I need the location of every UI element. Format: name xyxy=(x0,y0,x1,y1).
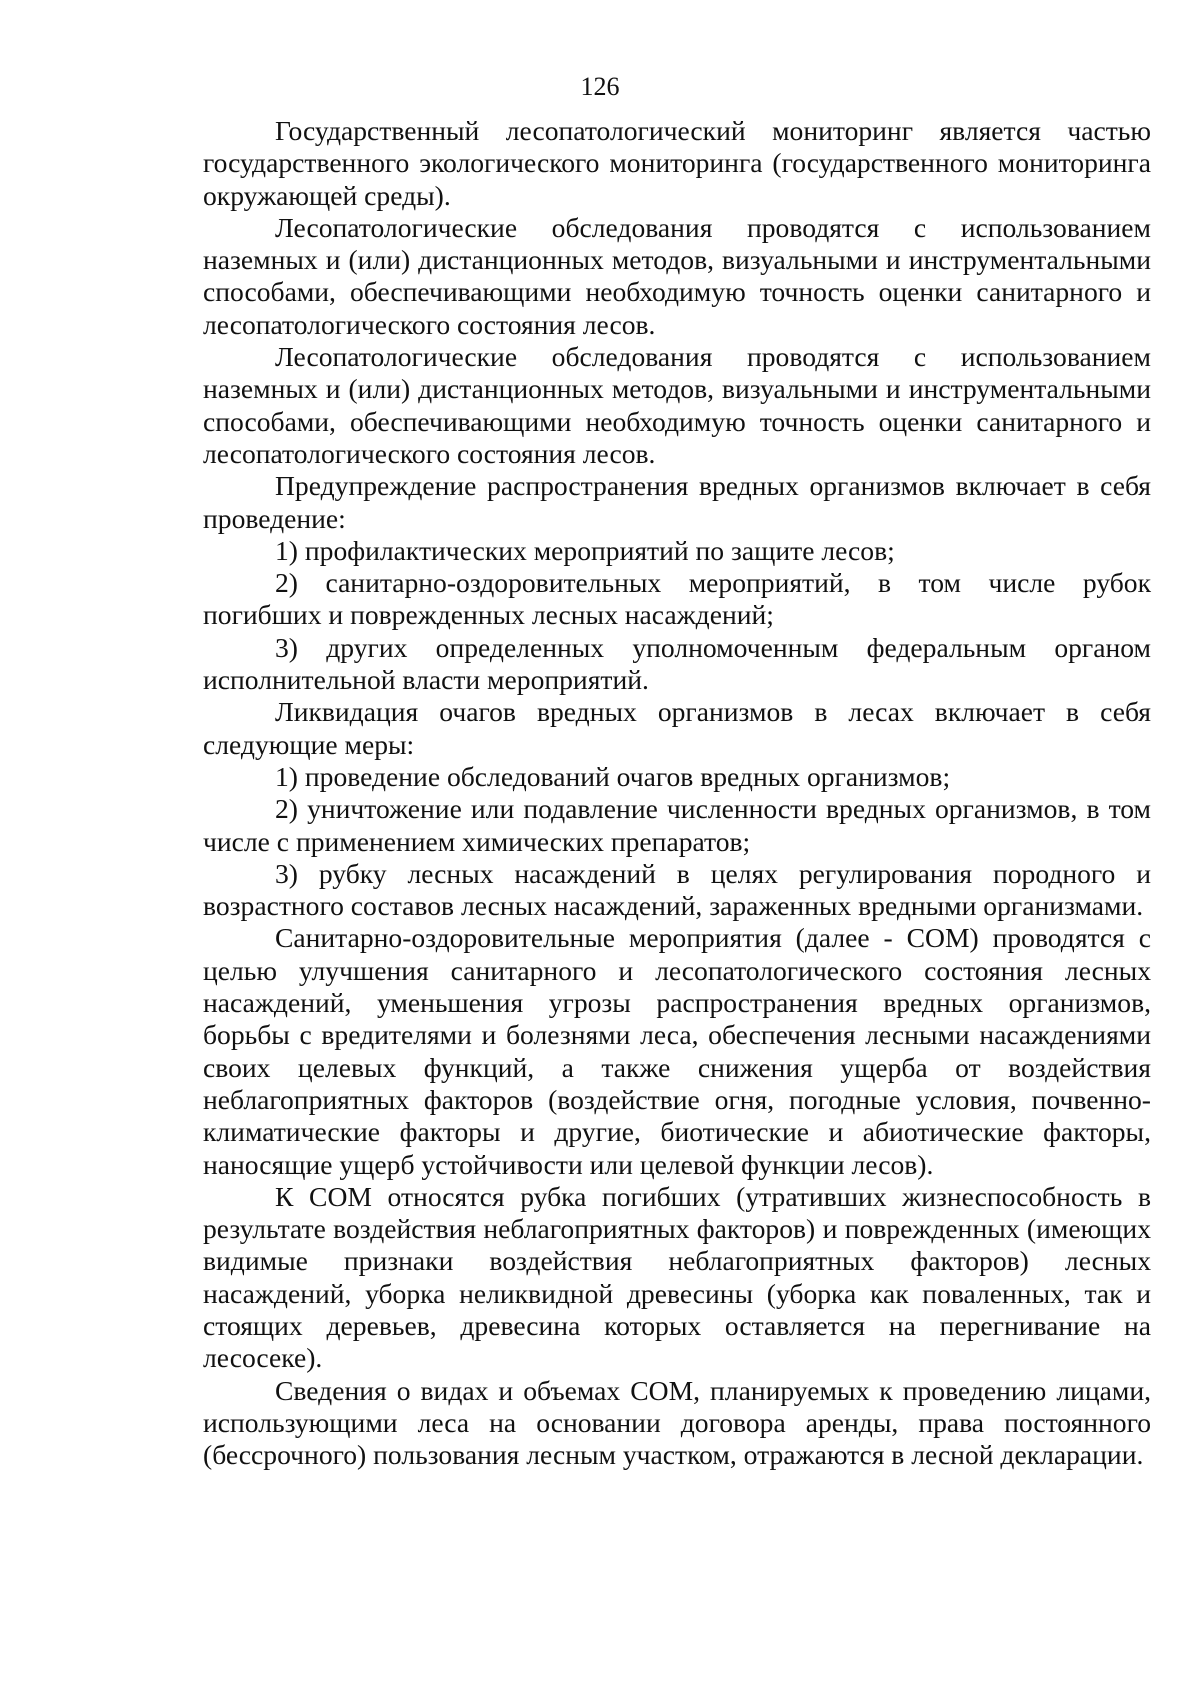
list-item-liquidation-2: 2) уничтожение или подавление численности вредных организмов, в том числе с применением химических препаратов; xyxy=(203,793,1151,857)
list-item-prevention-1: 1) профилактических мероприятий по защите лесов; xyxy=(275,534,895,566)
list-item-prevention-3: 3) других определенных уполномоченным федеральным органом исполнительной власти мероприятий. xyxy=(203,631,1151,696)
paragraph-som-definition: Санитарно-оздоровительные мероприятия (далее - СОМ) проводятся с целью улучшения санитарного и лесопатологического состояния лесных насаждений, уменьшения угрозы распространения вредных организмов, борьбы с вредителями и болезнями леса, обеспечения лесными насаждениями своих целевых функций, а также снижения ущерба от воздействия неблагоприятных факторов (воздействие огня, погодные условия, почвенно-климатические факторы и другие, биотические и абиотические факторы, наносящие ущерб устойчивости или целевой функции лесов). xyxy=(203,922,1151,1180)
list-item-liquidation-1: 1) проведение обследований очагов вредных организмов; xyxy=(275,760,951,792)
page-number: 126 xyxy=(580,72,620,101)
paragraph-prevention-intro: Предупреждение распространения вредных организмов включает в себя проведение: xyxy=(203,470,1151,534)
paragraph-liquidation-intro: Ликвидация очагов вредных организмов в лесах включает в себя следующие меры: xyxy=(203,696,1151,760)
list-item-liquidation-3: 3) рубку лесных насаждений в целях регулирования породного и возрастного составов лесных насаждений, зараженных вредными организмами. xyxy=(203,857,1151,922)
paragraph-surveys: Лесопатологические обследования проводятся с использованием наземных и (или) дистанционных методов, визуальными и инструментальными способами, обеспечивающими необходимую точность оценки санитарного и лесопатологического состояния лесов. xyxy=(203,211,1151,340)
paragraph-monitoring: Государственный лесопатологический мониторинг является частью государственного экологического мониторинга (государственного мониторинга окружающей среды). xyxy=(203,115,1151,211)
body-text xyxy=(203,115,1151,1471)
paragraph-som-types: К СОМ относятся рубка погибших (утративших жизнеспособность в результате воздействия неблагоприятных факторов) и поврежденных (имеющих видимые признаки воздействия неблагоприятных факторов) лесных насаждений, уборка неликвидной древесины (уборка как поваленных, так и стоящих деревьев, древесина которых оставляется на перегнивание на лесосеке). xyxy=(203,1180,1151,1374)
paragraph-surveys-repeat: Лесопатологические обследования проводятся с использованием наземных и (или) дистанционных методов, визуальными и инструментальными способами, обеспечивающими необходимую точность оценки санитарного и лесопатологического состояния лесов. xyxy=(203,341,1151,469)
paragraph-som-declaration: Сведения о видах и объемах СОМ, планируемых к проведению лицами, использующими леса на основании договора аренды, права постоянного (бессрочного) пользования лесным участком, отражаются в лесной декларации. xyxy=(203,1374,1151,1471)
list-item-prevention-2: 2) санитарно-оздоровительных мероприятий, в том числе рубок погибших и поврежденных лесных насаждений; xyxy=(203,567,1151,631)
